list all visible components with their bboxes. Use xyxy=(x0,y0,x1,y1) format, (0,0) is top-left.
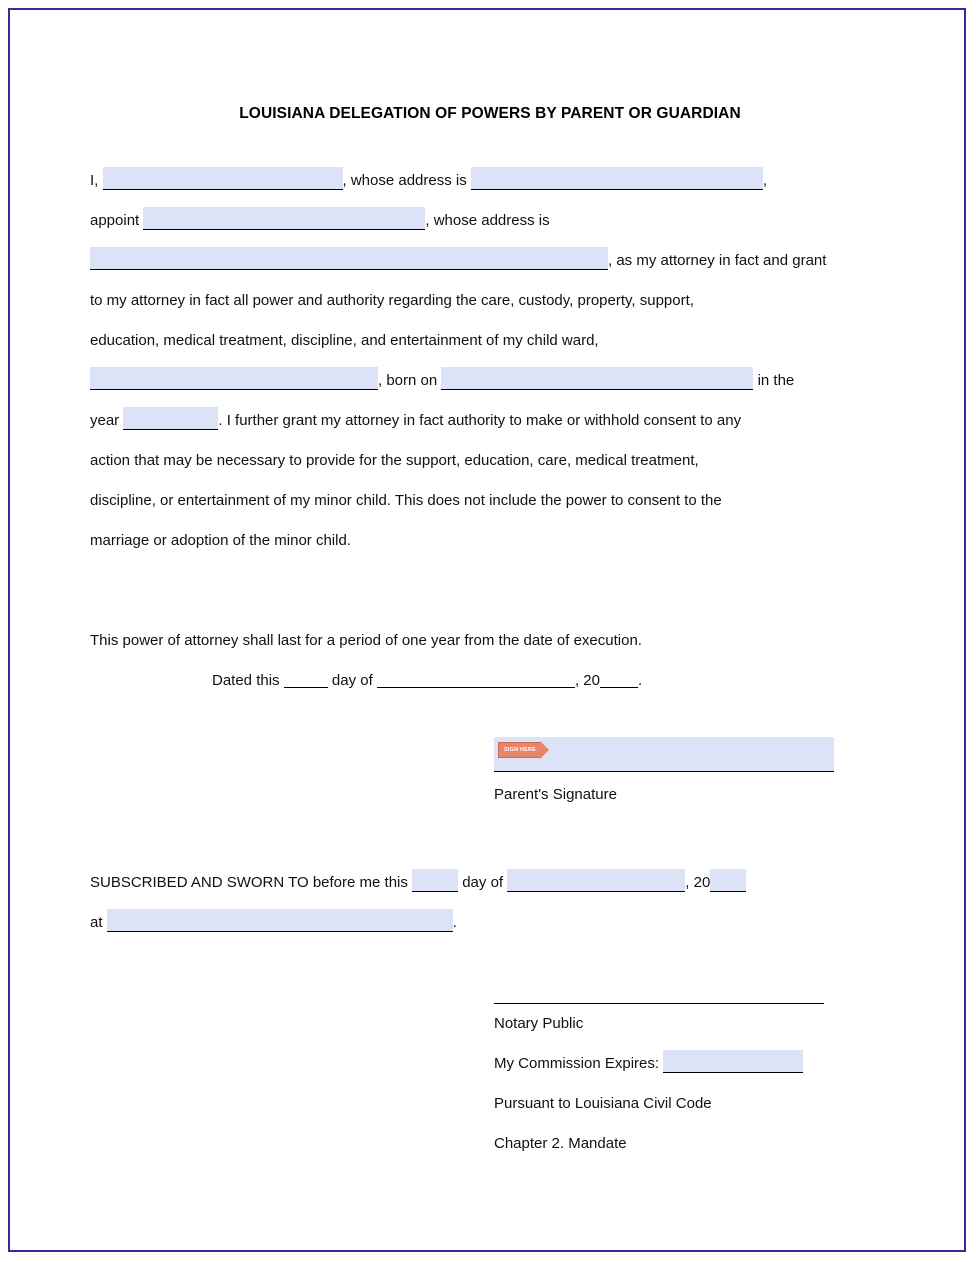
signature-area xyxy=(494,737,834,803)
text-dated-this: Dated this xyxy=(212,672,280,689)
sign-here-arrow-icon xyxy=(540,741,549,759)
text-comma-20-1: , 20 xyxy=(574,672,600,689)
line-sworn xyxy=(90,863,890,903)
dated-year-field[interactable] xyxy=(600,669,638,688)
spacer-1 xyxy=(90,561,890,621)
line-address2 xyxy=(90,241,890,281)
text-comma-1: , xyxy=(762,172,768,189)
text-whose-address-1: , whose address is xyxy=(342,172,467,189)
spacer-3 xyxy=(90,803,890,863)
child-name-field[interactable] xyxy=(90,367,378,390)
text-subscribed: SUBSCRIBED AND SWORN TO before me this xyxy=(90,874,408,891)
notary-public-label: Notary Public xyxy=(494,1015,584,1032)
address1-field[interactable] xyxy=(471,167,763,190)
line-consent-2: discipline, or entertainment of my minor child. This does not include the power to consent to the xyxy=(90,492,722,509)
sign-here-label: SIGN HERE xyxy=(498,742,540,758)
line-duration: This power of attorney shall last for a period of one year from the date of execution. xyxy=(90,632,642,649)
document-body xyxy=(90,105,890,1164)
address2-field[interactable] xyxy=(90,247,608,270)
text-whose-address-2: , whose address is xyxy=(425,212,550,229)
name-field[interactable] xyxy=(103,167,343,190)
line-child xyxy=(90,361,890,401)
commission-expires-label: My Commission Expires: xyxy=(494,1055,660,1072)
parent-signature-caption: Parent's Signature xyxy=(494,786,617,803)
commission-expires-row xyxy=(494,1044,890,1084)
pursuant-line: Pursuant to Louisiana Civil Code xyxy=(494,1095,712,1112)
sworn-month-field[interactable] xyxy=(507,869,685,892)
text-day-of-1: day of xyxy=(331,672,373,689)
line-year xyxy=(90,401,890,441)
spacer-2 xyxy=(90,701,890,737)
text-attorney-grant: , as my attorney in fact and grant xyxy=(608,252,827,269)
appointee-field[interactable] xyxy=(143,207,425,230)
sign-here-tag[interactable] xyxy=(498,742,549,758)
dated-day-field[interactable] xyxy=(284,669,328,688)
chapter-line: Chapter 2. Mandate xyxy=(494,1135,627,1152)
line-powers-2: education, medical treatment, discipline, and entertainment of my child ward, xyxy=(90,332,599,349)
parent-signature-field[interactable] xyxy=(494,737,834,772)
line-at xyxy=(90,903,890,943)
spacer-4 xyxy=(90,943,890,1003)
text-appoint: appoint xyxy=(90,212,140,229)
text-day-of-2: day of xyxy=(462,874,504,891)
year-field[interactable] xyxy=(123,407,218,430)
commission-expires-field[interactable] xyxy=(663,1050,803,1073)
line-intro xyxy=(90,161,890,201)
birth-date-field[interactable] xyxy=(441,367,753,390)
text-in-the: in the xyxy=(757,372,795,389)
text-i: I, xyxy=(90,172,99,189)
at-place-field[interactable] xyxy=(107,909,453,932)
text-period-1: . xyxy=(637,672,643,689)
notary-block xyxy=(494,1004,890,1164)
text-born-on: , born on xyxy=(378,372,438,389)
line-consent-1: action that may be necessary to provide for the support, education, care, medical treatment, xyxy=(90,452,699,469)
page-title: LOUISIANA DELEGATION OF POWERS BY PARENT OR GUARDIAN xyxy=(239,105,741,122)
line-appoint xyxy=(90,201,890,241)
text-year: year xyxy=(90,412,120,429)
text-at: at xyxy=(90,914,103,931)
page-border xyxy=(8,8,966,1252)
text-comma-20-2: , 20 xyxy=(685,874,711,891)
line-dated xyxy=(212,661,890,701)
line-consent-3: marriage or adoption of the minor child. xyxy=(90,532,351,549)
line-powers-1: to my attorney in fact all power and authority regarding the care, custody, property, support, xyxy=(90,292,694,309)
text-further-grant: . I further grant my attorney in fact authority to make or withhold consent to any xyxy=(218,412,742,429)
text-period-2: . xyxy=(452,914,457,931)
dated-month-field[interactable] xyxy=(377,669,575,688)
sworn-year-field[interactable] xyxy=(710,869,746,892)
sworn-day-field[interactable] xyxy=(412,869,458,892)
